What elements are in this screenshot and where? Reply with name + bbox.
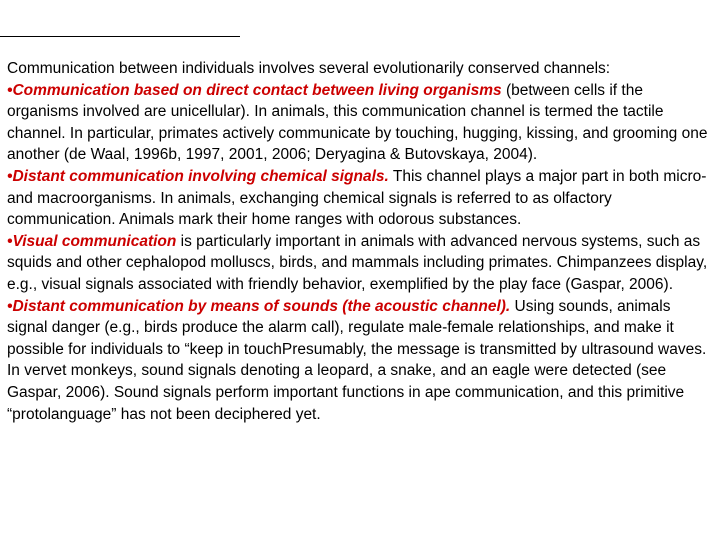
item-visual-heading: Visual communication (12, 232, 177, 250)
closing-paragraph: In vervet monkeys, sound signals denoting a leopard, a snake, and an eagle were detected (see Gaspar, 2006). Sound signals perform important functions in ape communication, and this primitive “protolanguage” has not been deciphered yet. (7, 362, 685, 423)
intro-paragraph: Communication between individuals involves several evolutionarily conserved channels: (7, 60, 611, 77)
item-tactile (7, 80, 715, 166)
item-acoustic-heading: Distant communication by means of sounds (the acoustic channel). (12, 297, 511, 315)
bullet-3: • (7, 232, 13, 250)
slide-body (7, 58, 715, 425)
item-tactile-text: (between cells if the organisms involved are unicellular). In animals, this communication channel is termed the tactile channel. In particular, primates actively communicate by touching, hugging, kissing, and grooming one another (de Waal, 1996b, 1997, 2001, 2006; Deryagina & Butovskaya, 2004). (7, 81, 708, 164)
bullet-1: • (7, 81, 13, 99)
item-acoustic (7, 296, 715, 361)
item-acoustic-text: Using sounds, animals signal danger (e.g., birds produce the alarm call), regulate male-female relationships, and make it possible for individuals to “keep in touchPresumably, the message is transmitted by ultrasound waves. (7, 297, 707, 358)
item-tactile-heading: Communication based on direct contact between living organisms (12, 81, 502, 99)
item-visual-text: is particularly important in animals with advanced nervous systems, such as squids and other cephalopod molluscs, birds, and mammals including primates. Chimpanzees display, e.g., visual signals associated with friendly behavior, exemplified by the play face (Gaspar, 2006). (7, 232, 708, 293)
item-chemical-text: This channel plays a major part in both micro- and macroorganisms. In animals, exchanging chemical signals is referred to as olfactory communication. Animals mark their home ranges with odorous substances. (7, 167, 707, 229)
item-visual (7, 231, 715, 296)
item-chemical (7, 166, 715, 231)
header-rule (0, 36, 240, 37)
item-chemical-heading: Distant communication involving chemical signals. (12, 167, 389, 185)
bullet-4: • (7, 297, 13, 315)
bullet-2: • (7, 167, 13, 185)
